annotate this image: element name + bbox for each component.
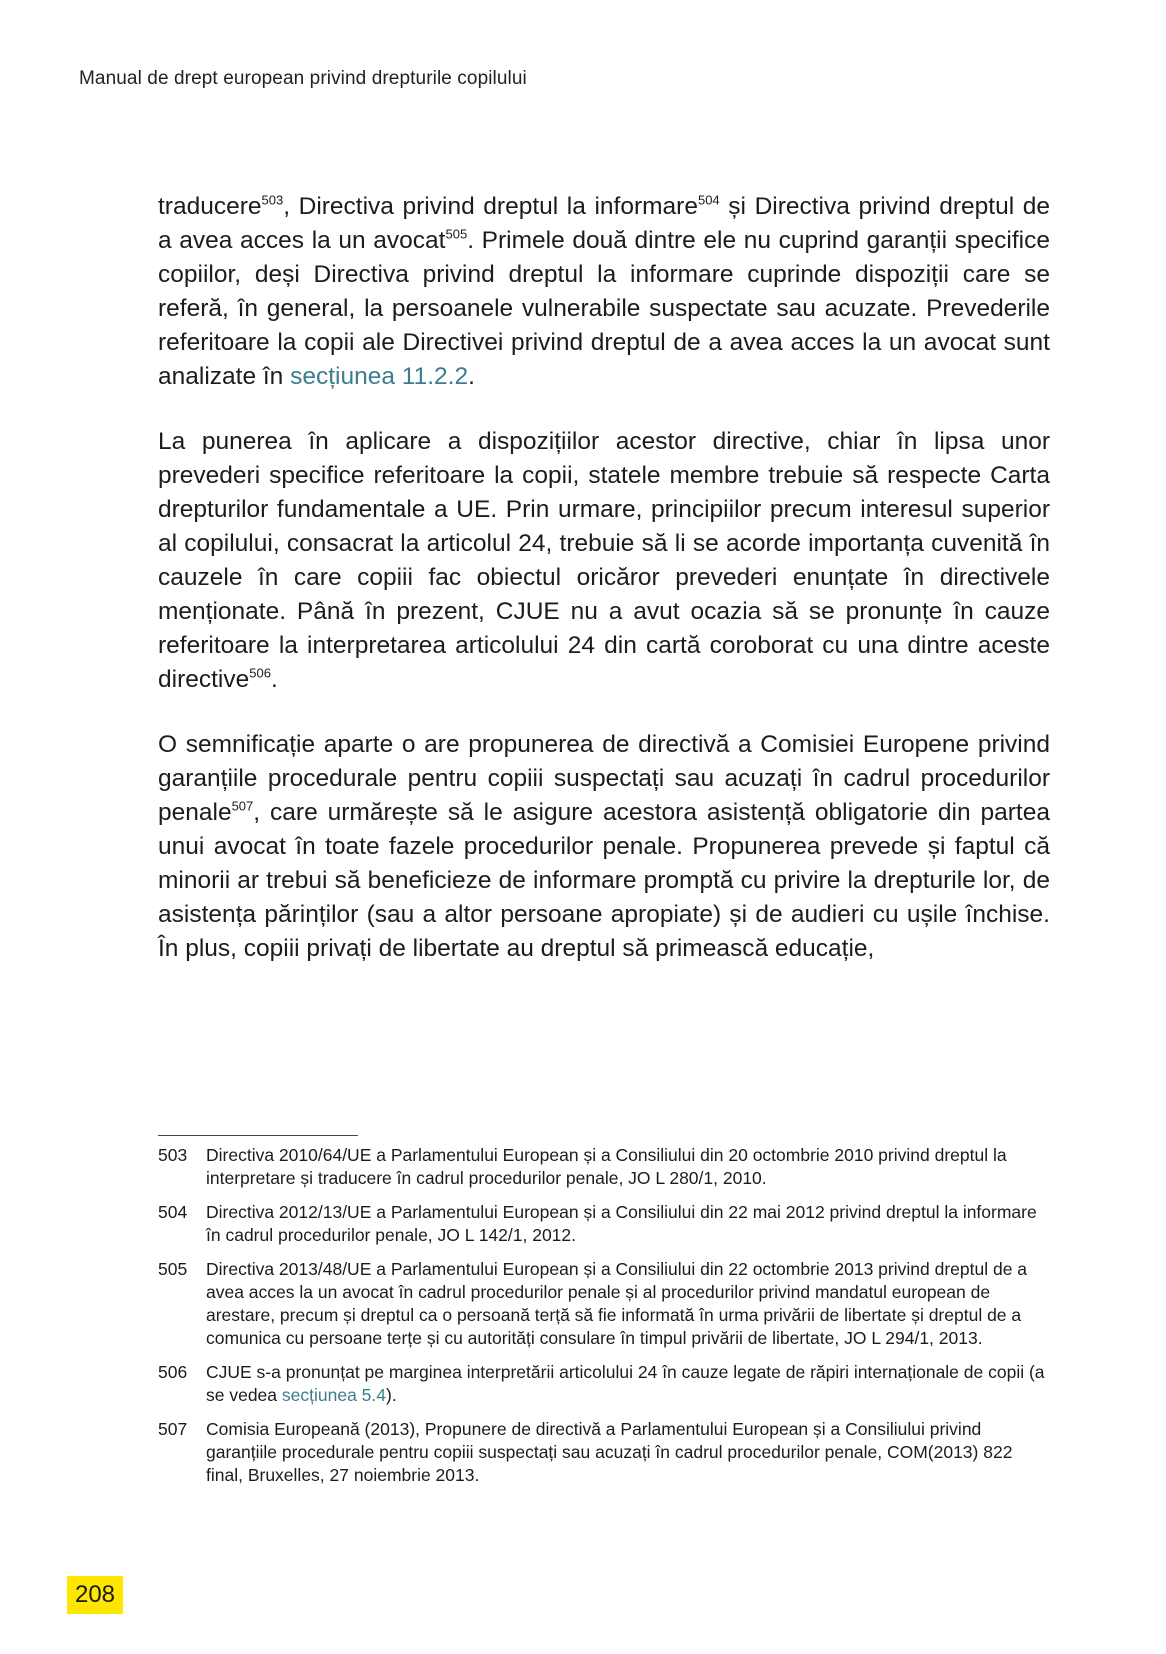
- page-number: 208: [67, 1576, 123, 1614]
- section-link-11-2-2[interactable]: secțiunea 11.2.2: [290, 363, 469, 390]
- footnote-text: Comisia Europeană (2013), Propunere de directivă a Parlamentului European și a Consiliului privind garanțiile procedurale pentru copiii suspectați sau acuzați în cadrul procedurilor penale, COM(2013) 822 final, Bruxelles, 27 noiembrie 2013.: [206, 1419, 1013, 1485]
- paragraph-3: O semnificație aparte o are propunerea de directivă a Comisiei Europene privind garanțiile procedurale pentru copiii suspectați sau acuzați în cadrul procedurilor penale$^{507}$, care urmărește să le asigure acestora asistență obligatorie din partea unui avocat în toate fazele procedurilor penale. Propunerea prevede și faptul că minorii ar trebui să beneficieze de informare promptă cu privire la drepturile lor, de asistența părinților (sau a altor persoane apropiate) și de audieri cu ușile închise. În plus, copiii privați de libertate au dreptul să primească educație,: [158, 731, 1050, 962]
- footnote-number: 506: [158, 1362, 188, 1382]
- paragraph-1: traducere$^{503}$, Directiva privind dreptul la informare$^{504}$ și Directiva privind dreptul de a avea acces la un avocat$^{505}$. Primele două dintre ele nu cuprind garanții specifice copiilor, deși Directiva privind dreptul la informare cuprinde dispoziții care se referă, în general, la persoanele vulnerabile suspectate sau acuzate. Prevederile referitoare la copii ale Directivei privind dreptul de a avea acces la un avocat sunt analizate în secțiunea 11.2.2.: [158, 192, 1050, 390]
- footnote-number: 505: [158, 1259, 188, 1279]
- footnote-503: [158, 1144, 1050, 1190]
- footnote-number: 503: [158, 1145, 188, 1165]
- footnote-ref-505[interactable]: 505: [445, 226, 468, 242]
- footnote-ref-504[interactable]: 504: [697, 192, 720, 208]
- footnote-number: 504: [158, 1202, 188, 1222]
- running-header: Manual de drept european privind drepturile copilului: [79, 68, 527, 89]
- footnote-separator: [158, 1135, 358, 1136]
- footnote-ref-507[interactable]: 507: [231, 798, 254, 814]
- footnote-text: Directiva 2013/48/UE a Parlamentului European și a Consiliului din 22 octombrie 2013 privind dreptul de a avea acces la un avocat în cadrul procedurilor penale și al procedurilor privind mandatul european de arestare, precum și dreptul ca o persoană terță să fie informată în urma privării de libertate și dreptul de a comunica cu persoane terțe și cu autorități consulare în timpul privării de libertate, JO L 294/1, 2013.: [206, 1259, 1028, 1348]
- footnote-ref-503[interactable]: 503: [261, 192, 284, 208]
- section-link-5-4[interactable]: secțiunea 5.4: [281, 1385, 386, 1405]
- footnote-507: [158, 1418, 1050, 1487]
- footnote-506: [158, 1361, 1050, 1407]
- footnote-ref-506[interactable]: 506: [249, 665, 271, 681]
- paragraph-2: La punerea în aplicare a dispozițiilor acestor directive, chiar în lipsa unor prevederi specifice referitoare la copii, statele membre trebuie să respecte Carta drepturilor fundamentale a UE. Prin urmare, principiilor precum interesul superior al copilului, consacrat la articolul 24, trebuie să li se acorde importanța cuvenită în cauzele în care copiii fac obiectul oricăror prevederi enunțate în directivele menționate. Până în prezent, CJUE nu a avut ocazia să se pronunțe în cauze referitoare la interpretarea articolului 24 din cartă coroborat cu una dintre aceste directive$^{506}$.: [158, 428, 1050, 693]
- footnote-504: [158, 1201, 1050, 1247]
- footnotes: [158, 1144, 1050, 1498]
- footnote-505: [158, 1258, 1050, 1350]
- footnote-text: Directiva 2012/13/UE a Parlamentului European și a Consiliului din 22 mai 2012 privind dreptul la informare în cadrul procedurilor penale, JO L 142/1, 2012.: [206, 1202, 1037, 1245]
- footnote-number: 507: [158, 1419, 188, 1439]
- main-text: [158, 190, 1050, 997]
- footnote-text: Directiva 2010/64/UE a Parlamentului European și a Consiliului din 20 octombrie 2010 privind dreptul la interpretare și traducere în cadrul procedurilor penale, JO L 280/1, 2010.: [206, 1145, 1007, 1188]
- footnote-text: CJUE s-a pronunțat pe marginea interpretării articolului 24 în cauze legate de răpiri internaționale de copii (a se vedea secțiunea 5.4).: [206, 1362, 1045, 1405]
